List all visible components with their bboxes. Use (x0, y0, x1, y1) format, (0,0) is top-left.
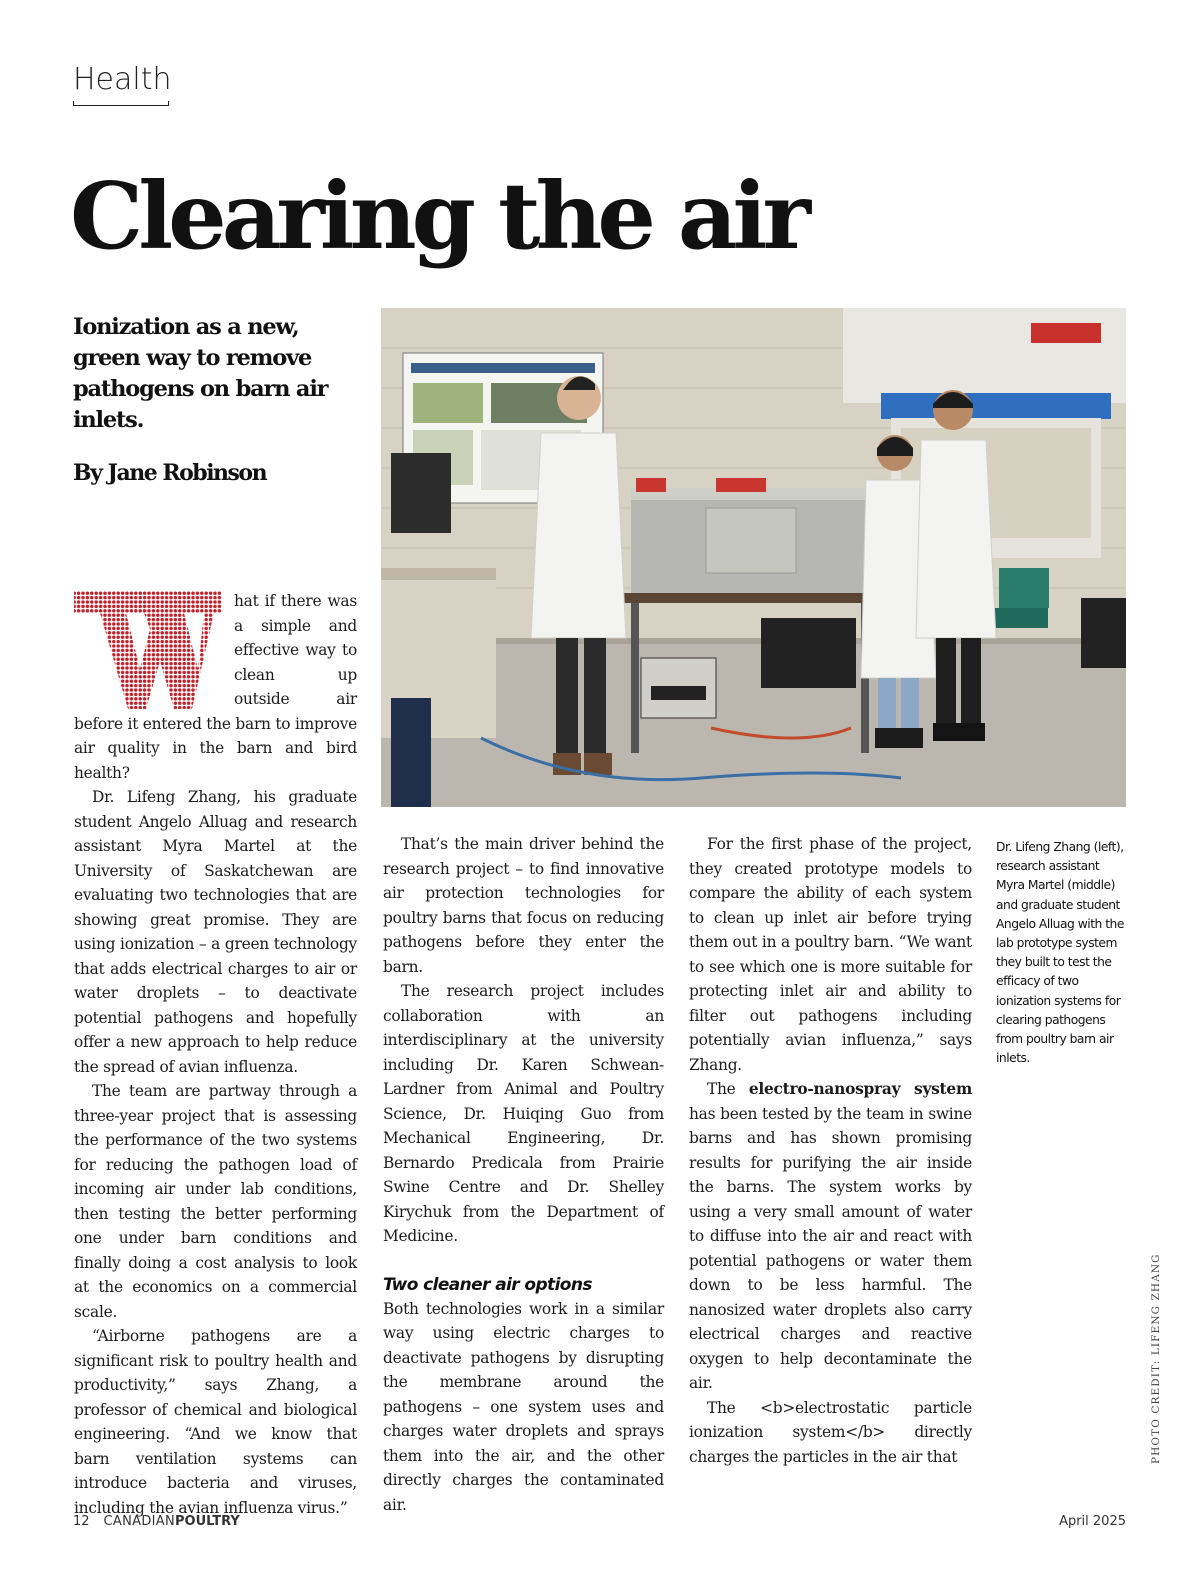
article-column-3 (689, 832, 972, 1469)
deck: Ionization as a new, green way to remove pathogens on barn air inlets. (73, 314, 328, 433)
headline: Clearing the air (70, 162, 806, 270)
issue-date: April 2025 (1059, 1514, 1126, 1529)
paragraph-5: That’s the main driver behind the research project – to find innovative air protection technologies for poultry barns that focus on reducing pathogens before they enter the barn. (383, 835, 664, 976)
article-column-1 (74, 589, 357, 1520)
paragraph-7: Both technologies work in a similar way using electric charges to deactivate pathogens by disrupting the membrane around the pathogens – one system uses and charges water droplets and sprays them into the air, and the other directly charges the contaminated air. (383, 1299, 664, 1514)
publication-name: CANADIAN (103, 1514, 175, 1529)
paragraph-9-lead: The (707, 1080, 749, 1098)
footer-left (73, 1514, 240, 1529)
photo-credit: PHOTO CREDIT: LIFENG ZHANG (1150, 1253, 1162, 1464)
paragraph-9-bold: electro-nanospray system (748, 1080, 972, 1098)
photo-caption: Dr. Lifeng Zhang (left), research assistant Myra Martel (middle) and graduate student Angelo Alluag with the lab prototype system they built to test the efficacy of two ionization systems for clearing pathogens from poultry barn air inlets. (996, 840, 1124, 1066)
paragraph-10: The <b>electrostatic particle ionization system</b> directly charges the particles in the air that (689, 1398, 972, 1466)
section-rule (73, 105, 169, 106)
paragraph-6: The research project includes collaboration with an interdisciplinary at the university including Dr. Karen Schwean-Lardner from Animal and Poultry Science, Dr. Huiqing Guo from Mechanical Engineering, Dr. Bernardo Predicala from Prairie Swine Centre and Dr. Shelley Kirychuk from the Department of Medicine. (383, 982, 664, 1245)
paragraph-3: The team are partway through a three-year project that is assessing the performance of the two systems for reducing the pathogen load of incoming air under lab conditions, then testing the better performing one under barn conditions and finally doing a cost analysis to look at the economics on a commercial scale. (74, 1082, 357, 1321)
subhead: Two cleaner air options (383, 1274, 592, 1295)
page-number: 12 (73, 1514, 90, 1529)
paragraph-2: Dr. Lifeng Zhang, his graduate student Angelo Alluag and research assistant Myra Martel at the University of Saskatchewan are evaluating two technologies that are showing great promise. They are using ionization – a green technology that adds electrical charges to air or water droplets – to deactivate potential pathogens and hopefully offer a new approach to help reduce the spread of avian influenza. (74, 788, 357, 1076)
paragraph-9 (689, 1077, 972, 1396)
paragraph-1: hat if there was a simple and effective way to clean up outside air before it entered the barn to improve air quality in the barn and bird health? (74, 592, 357, 782)
section-label: Health (73, 62, 172, 97)
paragraph-4: “Airborne pathogens are a significant risk to poultry health and productivity,” says Zhang, a professor of chemical and biological engineering. “And we know that barn ventilation systems can introduce bacteria and viruses, including the avian influenza virus.” (74, 1327, 357, 1517)
lab-photo (381, 308, 1126, 807)
byline: By Jane Robinson (73, 460, 267, 486)
paragraph-8: For the first phase of the project, they created prototype models to compare the ability of each system to clean up inlet air before trying them out in a poultry barn. “We want to see which one is more suitable for protecting inlet air and ability to filter out pathogens including potentially avian influenza,” says Zhang. (689, 835, 972, 1074)
article-column-2 (383, 832, 664, 1517)
dropcap-w (72, 591, 222, 709)
publication-name-bold: POULTRY (175, 1514, 240, 1529)
paragraph-9-rest: has been tested by the team in swine barns and has shown promising results for purifying the air inside the barns. The system works by using a very small amount of water to diffuse into the air and react with potential pathogens or water them down to be less harmful. The nanosized water droplets also carry electrical charges and reactive oxygen to help decontaminate the air. (689, 1104, 972, 1392)
